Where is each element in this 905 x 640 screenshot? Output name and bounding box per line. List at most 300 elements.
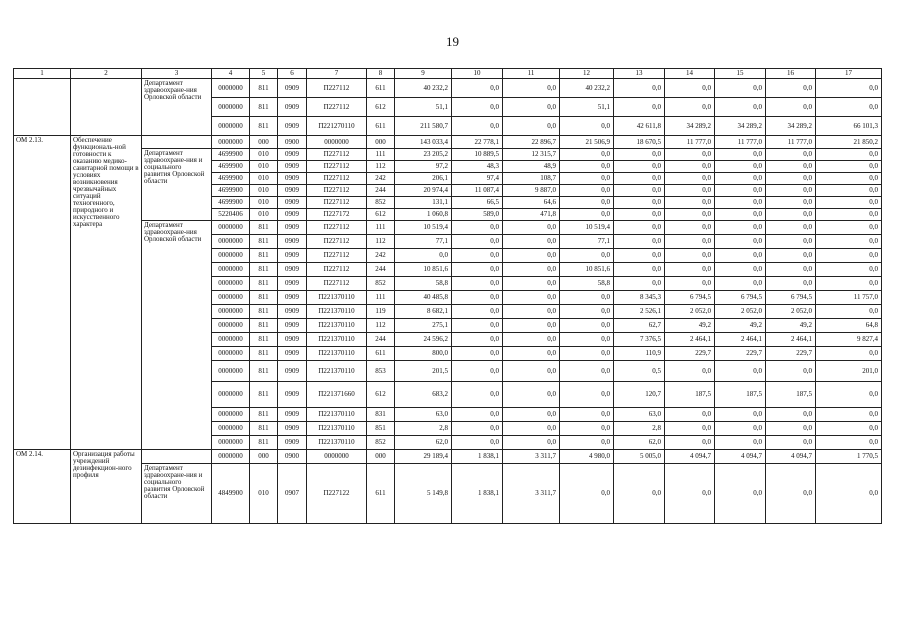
amount-cell: 22 778,1 xyxy=(452,136,503,149)
classification-code-cell: 4699900 xyxy=(212,161,250,173)
classification-code-cell: 242 xyxy=(367,173,395,185)
column-header: 8 xyxy=(367,69,395,79)
amount-cell: 0,0 xyxy=(503,79,560,98)
classification-code-cell: 111 xyxy=(367,221,395,235)
classification-code-cell: 0000000 xyxy=(307,450,367,464)
amount-cell: 0,0 xyxy=(665,464,715,524)
classification-code-cell: П221371660 xyxy=(307,382,367,408)
amount-cell: 0,0 xyxy=(816,79,882,98)
classification-code-cell: 112 xyxy=(367,319,395,333)
classification-code-cell: 0909 xyxy=(278,117,307,136)
column-header: 3 xyxy=(142,69,212,79)
amount-cell: 0,0 xyxy=(665,79,715,98)
amount-cell: 0,0 xyxy=(614,263,665,277)
amount-cell: 0,0 xyxy=(560,291,614,305)
amount-cell: 34 289,2 xyxy=(766,117,816,136)
classification-code-cell: 853 xyxy=(367,361,395,382)
amount-cell: 62,7 xyxy=(614,319,665,333)
amount-cell: 201,0 xyxy=(816,361,882,382)
budget-table xyxy=(13,68,882,524)
classification-code-cell: 811 xyxy=(250,305,278,319)
amount-cell: 40 232,2 xyxy=(395,79,452,98)
amount-cell: 0,0 xyxy=(766,98,816,117)
classification-code-cell: 244 xyxy=(367,333,395,347)
amount-cell: 120,7 xyxy=(614,382,665,408)
amount-cell: 2 052,0 xyxy=(665,305,715,319)
amount-cell: 0,0 xyxy=(766,361,816,382)
amount-cell: 1 060,8 xyxy=(395,209,452,221)
classification-code-cell: 0000000 xyxy=(212,382,250,408)
amount-cell: 0,0 xyxy=(614,277,665,291)
classification-code-cell: 0909 xyxy=(278,333,307,347)
amount-cell: 0,0 xyxy=(766,79,816,98)
amount-cell: 97,4 xyxy=(452,173,503,185)
amount-cell: 0,0 xyxy=(452,291,503,305)
amount-cell: 0,0 xyxy=(715,149,766,161)
amount-cell: 471,8 xyxy=(503,209,560,221)
responsible-dept-cell: Департамент здравоохране-ния и социального развития Орловской области xyxy=(142,149,212,221)
amount-cell: 0,0 xyxy=(614,235,665,249)
amount-cell: 11 757,0 xyxy=(816,291,882,305)
amount-cell: 229,7 xyxy=(715,347,766,361)
amount-cell: 0,0 xyxy=(560,436,614,450)
amount-cell: 0,0 xyxy=(715,464,766,524)
amount-cell: 0,0 xyxy=(452,333,503,347)
amount-cell: 0,0 xyxy=(560,149,614,161)
amount-cell: 10 889,5 xyxy=(452,149,503,161)
amount-cell: 0,0 xyxy=(665,161,715,173)
amount-cell: 0,0 xyxy=(766,464,816,524)
amount-cell: 0,0 xyxy=(503,235,560,249)
amount-cell: 9 827,4 xyxy=(816,333,882,347)
amount-cell: 2 464,1 xyxy=(665,333,715,347)
amount-cell: 0,0 xyxy=(560,249,614,263)
amount-cell: 0,0 xyxy=(503,422,560,436)
classification-code-cell: 0909 xyxy=(278,221,307,235)
amount-cell: 58,8 xyxy=(560,277,614,291)
amount-cell: 0,0 xyxy=(665,361,715,382)
classification-code-cell: 0909 xyxy=(278,98,307,117)
classification-code-cell: П221370110 xyxy=(307,408,367,422)
amount-cell: 0,0 xyxy=(665,197,715,209)
amount-cell: 0,0 xyxy=(816,408,882,422)
classification-code-cell: 852 xyxy=(367,197,395,209)
amount-cell: 0,0 xyxy=(665,235,715,249)
classification-code-cell: 0000000 xyxy=(307,136,367,149)
amount-cell: 8 682,1 xyxy=(395,305,452,319)
amount-cell: 0,0 xyxy=(560,382,614,408)
classification-code-cell: 612 xyxy=(367,382,395,408)
amount-cell: 0,0 xyxy=(560,209,614,221)
table-row xyxy=(14,450,882,464)
classification-code-cell: 111 xyxy=(367,149,395,161)
classification-code-cell: П221370110 xyxy=(307,291,367,305)
amount-cell: 0,0 xyxy=(715,408,766,422)
classification-code-cell: 119 xyxy=(367,305,395,319)
classification-code-cell: П221370110 xyxy=(307,347,367,361)
classification-code-cell: 811 xyxy=(250,79,278,98)
amount-cell: 0,0 xyxy=(766,408,816,422)
classification-code-cell: П227112 xyxy=(307,263,367,277)
amount-cell: 0,0 xyxy=(503,347,560,361)
classification-code-cell: 611 xyxy=(367,117,395,136)
amount-cell: 0,0 xyxy=(503,305,560,319)
classification-code-cell: 811 xyxy=(250,235,278,249)
column-header: 1 xyxy=(14,69,71,79)
amount-cell: 0,0 xyxy=(766,197,816,209)
classification-code-cell: 0000000 xyxy=(212,450,250,464)
classification-code-cell: 4849900 xyxy=(212,464,250,524)
amount-cell: 49,2 xyxy=(665,319,715,333)
event-code-cell: ОМ 2.14. xyxy=(14,450,71,524)
classification-code-cell: 0000000 xyxy=(212,319,250,333)
classification-code-cell: 811 xyxy=(250,117,278,136)
classification-code-cell: 0909 xyxy=(278,408,307,422)
amount-cell: 0,0 xyxy=(614,209,665,221)
amount-cell: 0,0 xyxy=(715,173,766,185)
amount-cell: 0,0 xyxy=(715,436,766,450)
responsible-dept-cell: Департамент здравоохране-ния и социального развития Орловской области xyxy=(142,464,212,524)
amount-cell: 0,0 xyxy=(614,185,665,197)
classification-code-cell: 242 xyxy=(367,249,395,263)
classification-code-cell: 0000000 xyxy=(212,333,250,347)
classification-code-cell: 811 xyxy=(250,422,278,436)
amount-cell: 0,0 xyxy=(766,277,816,291)
table-row xyxy=(14,149,882,161)
amount-cell: 0,0 xyxy=(452,408,503,422)
amount-cell: 0,0 xyxy=(503,361,560,382)
amount-cell: 0,0 xyxy=(665,209,715,221)
classification-code-cell: 811 xyxy=(250,436,278,450)
classification-code-cell: 0909 xyxy=(278,263,307,277)
classification-code-cell: 244 xyxy=(367,263,395,277)
amount-cell: 0,0 xyxy=(816,436,882,450)
amount-cell: 2 526,1 xyxy=(614,305,665,319)
amount-cell: 0,0 xyxy=(560,408,614,422)
amount-cell: 1 838,1 xyxy=(452,450,503,464)
amount-cell: 131,1 xyxy=(395,197,452,209)
amount-cell: 10 519,4 xyxy=(560,221,614,235)
amount-cell: 0,0 xyxy=(816,382,882,408)
classification-code-cell: П221370110 xyxy=(307,436,367,450)
classification-code-cell: 0900 xyxy=(278,136,307,149)
amount-cell: 0,0 xyxy=(766,209,816,221)
amount-cell: 0,0 xyxy=(560,333,614,347)
amount-cell: 12 315,7 xyxy=(503,149,560,161)
amount-cell: 0,0 xyxy=(665,277,715,291)
amount-cell: 187,5 xyxy=(766,382,816,408)
classification-code-cell: 811 xyxy=(250,277,278,291)
event-code-cell: ОМ 2.13. xyxy=(14,136,71,450)
classification-code-cell: 811 xyxy=(250,98,278,117)
amount-cell: 0,0 xyxy=(766,235,816,249)
classification-code-cell: 851 xyxy=(367,422,395,436)
amount-cell: 0,0 xyxy=(560,319,614,333)
amount-cell: 0,0 xyxy=(816,173,882,185)
amount-cell: 48,3 xyxy=(452,161,503,173)
amount-cell: 0,0 xyxy=(665,249,715,263)
amount-cell: 0,0 xyxy=(452,277,503,291)
classification-code-cell: 0909 xyxy=(278,347,307,361)
classification-code-cell: 0909 xyxy=(278,161,307,173)
table-row xyxy=(14,136,882,149)
classification-code-cell: 612 xyxy=(367,98,395,117)
amount-cell: 0,0 xyxy=(452,382,503,408)
classification-code-cell: 000 xyxy=(250,450,278,464)
classification-code-cell: 010 xyxy=(250,197,278,209)
classification-code-cell: 811 xyxy=(250,249,278,263)
column-header: 16 xyxy=(766,69,816,79)
classification-code-cell: 0000000 xyxy=(212,361,250,382)
amount-cell: 0,0 xyxy=(560,305,614,319)
amount-cell: 0,0 xyxy=(614,161,665,173)
amount-cell: 11 777,0 xyxy=(766,136,816,149)
classification-code-cell: П221370110 xyxy=(307,361,367,382)
amount-cell: 0,0 xyxy=(816,161,882,173)
amount-cell: 64,8 xyxy=(816,319,882,333)
amount-cell: 0,0 xyxy=(816,305,882,319)
classification-code-cell: 611 xyxy=(367,79,395,98)
classification-code-cell: 010 xyxy=(250,149,278,161)
amount-cell: 22 896,7 xyxy=(503,136,560,149)
amount-cell: 589,0 xyxy=(452,209,503,221)
amount-cell: 10 851,6 xyxy=(395,263,452,277)
amount-cell: 0,0 xyxy=(452,361,503,382)
amount-cell: 0,0 xyxy=(503,333,560,347)
amount-cell: 0,0 xyxy=(665,436,715,450)
amount-cell: 2,8 xyxy=(614,422,665,436)
amount-cell: 0,0 xyxy=(766,249,816,263)
amount-cell: 0,0 xyxy=(816,347,882,361)
event-name-cell xyxy=(71,79,142,136)
classification-code-cell: 0909 xyxy=(278,249,307,263)
classification-code-cell: 0000000 xyxy=(212,221,250,235)
amount-cell: 0,0 xyxy=(503,263,560,277)
classification-code-cell: 0909 xyxy=(278,185,307,197)
classification-code-cell: 0909 xyxy=(278,382,307,408)
column-header: 13 xyxy=(614,69,665,79)
amount-cell: 11 777,0 xyxy=(715,136,766,149)
column-header: 11 xyxy=(503,69,560,79)
amount-cell: 0,0 xyxy=(452,235,503,249)
amount-cell: 0,0 xyxy=(503,319,560,333)
amount-cell: 0,0 xyxy=(816,263,882,277)
amount-cell: 0,0 xyxy=(665,221,715,235)
column-header: 5 xyxy=(250,69,278,79)
amount-cell: 0,0 xyxy=(715,249,766,263)
amount-cell: 2 052,0 xyxy=(715,305,766,319)
classification-code-cell: П227112 xyxy=(307,161,367,173)
amount-cell: 77,1 xyxy=(395,235,452,249)
column-header: 2 xyxy=(71,69,142,79)
amount-cell: 51,1 xyxy=(395,98,452,117)
amount-cell: 0,0 xyxy=(766,185,816,197)
amount-cell: 0,0 xyxy=(715,361,766,382)
amount-cell: 40 232,2 xyxy=(560,79,614,98)
classification-code-cell: П221370110 xyxy=(307,305,367,319)
amount-cell: 48,9 xyxy=(503,161,560,173)
amount-cell: 0,0 xyxy=(452,436,503,450)
classification-code-cell: П227112 xyxy=(307,277,367,291)
amount-cell: 206,1 xyxy=(395,173,452,185)
classification-code-cell: 0909 xyxy=(278,235,307,249)
amount-cell: 683,2 xyxy=(395,382,452,408)
amount-cell: 63,0 xyxy=(614,408,665,422)
classification-code-cell: 000 xyxy=(367,450,395,464)
amount-cell: 0,0 xyxy=(766,263,816,277)
column-header: 12 xyxy=(560,69,614,79)
classification-code-cell: 0000000 xyxy=(212,79,250,98)
amount-cell: 9 887,0 xyxy=(503,185,560,197)
classification-code-cell: 000 xyxy=(250,136,278,149)
amount-cell: 0,0 xyxy=(665,263,715,277)
amount-cell: 110,9 xyxy=(614,347,665,361)
amount-cell: 40 485,8 xyxy=(395,291,452,305)
classification-code-cell: П227112 xyxy=(307,98,367,117)
classification-code-cell: 0000000 xyxy=(212,249,250,263)
amount-cell: 201,5 xyxy=(395,361,452,382)
amount-cell: 4 094,7 xyxy=(766,450,816,464)
classification-code-cell: 4699900 xyxy=(212,173,250,185)
classification-code-cell: 0000000 xyxy=(212,408,250,422)
amount-cell: 24 596,2 xyxy=(395,333,452,347)
responsible-dept-cell xyxy=(142,136,212,149)
amount-cell: 0,0 xyxy=(715,79,766,98)
amount-cell: 0,0 xyxy=(560,185,614,197)
event-name-cell: Организация работы учреждений дезинфекцион-ного профиля xyxy=(71,450,142,524)
amount-cell: 0,0 xyxy=(816,235,882,249)
amount-cell: 0,0 xyxy=(452,117,503,136)
amount-cell: 0,0 xyxy=(614,249,665,263)
amount-cell: 0,0 xyxy=(715,235,766,249)
classification-code-cell: 0909 xyxy=(278,361,307,382)
amount-cell: 0,5 xyxy=(614,361,665,382)
classification-code-cell: П227112 xyxy=(307,173,367,185)
amount-cell: 20 974,4 xyxy=(395,185,452,197)
amount-cell: 58,8 xyxy=(395,277,452,291)
classification-code-cell: 010 xyxy=(250,185,278,197)
classification-code-cell: 4699900 xyxy=(212,149,250,161)
classification-code-cell: 0000000 xyxy=(212,291,250,305)
amount-cell: 0,0 xyxy=(665,149,715,161)
amount-cell: 0,0 xyxy=(766,436,816,450)
amount-cell: 0,0 xyxy=(614,221,665,235)
amount-cell: 0,0 xyxy=(503,98,560,117)
classification-code-cell: 010 xyxy=(250,161,278,173)
amount-cell: 2 052,0 xyxy=(766,305,816,319)
amount-cell: 1 838,1 xyxy=(452,464,503,524)
event-name-cell: Обеспечение функциональ-ной готовности к оказанию медико-санитарной помощи в условиях возникновения чрезвычайных ситуаций техногенного, природного и искусственного характера xyxy=(71,136,142,450)
classification-code-cell: 112 xyxy=(367,235,395,249)
classification-code-cell: 0909 xyxy=(278,422,307,436)
header-row xyxy=(14,69,882,79)
classification-code-cell: 0909 xyxy=(278,209,307,221)
amount-cell: 6 794,5 xyxy=(766,291,816,305)
classification-code-cell: 010 xyxy=(250,173,278,185)
amount-cell: 0,0 xyxy=(560,464,614,524)
classification-code-cell: 5220406 xyxy=(212,209,250,221)
amount-cell: 0,0 xyxy=(560,161,614,173)
classification-code-cell: 0909 xyxy=(278,79,307,98)
column-header: 7 xyxy=(307,69,367,79)
amount-cell: 0,0 xyxy=(816,185,882,197)
amount-cell: 7 376,5 xyxy=(614,333,665,347)
amount-cell: 0,0 xyxy=(816,98,882,117)
amount-cell: 229,7 xyxy=(766,347,816,361)
amount-cell: 29 189,4 xyxy=(395,450,452,464)
amount-cell: 0,0 xyxy=(816,221,882,235)
amount-cell: 0,0 xyxy=(560,197,614,209)
amount-cell: 49,2 xyxy=(715,319,766,333)
amount-cell: 2 464,1 xyxy=(766,333,816,347)
page-number: 19 xyxy=(446,34,459,49)
responsible-dept-cell: Департамент здравоохране-ния Орловской области xyxy=(142,221,212,450)
classification-code-cell: П227172 xyxy=(307,209,367,221)
amount-cell: 143 033,4 xyxy=(395,136,452,149)
amount-cell: 97,2 xyxy=(395,161,452,173)
classification-code-cell: 0000000 xyxy=(212,277,250,291)
amount-cell: 187,5 xyxy=(715,382,766,408)
amount-cell: 0,0 xyxy=(816,209,882,221)
classification-code-cell: 811 xyxy=(250,263,278,277)
column-header: 6 xyxy=(278,69,307,79)
amount-cell: 4 094,7 xyxy=(715,450,766,464)
column-header: 10 xyxy=(452,69,503,79)
amount-cell: 229,7 xyxy=(665,347,715,361)
amount-cell: 0,0 xyxy=(715,197,766,209)
amount-cell: 18 670,5 xyxy=(614,136,665,149)
amount-cell: 10 851,6 xyxy=(560,263,614,277)
amount-cell: 49,2 xyxy=(766,319,816,333)
amount-cell: 2,8 xyxy=(395,422,452,436)
amount-cell: 187,5 xyxy=(665,382,715,408)
amount-cell: 0,0 xyxy=(560,361,614,382)
responsible-dept-cell xyxy=(142,450,212,464)
amount-cell: 0,0 xyxy=(614,197,665,209)
classification-code-cell: 0909 xyxy=(278,277,307,291)
amount-cell: 1 770,5 xyxy=(816,450,882,464)
amount-cell: 0,0 xyxy=(665,185,715,197)
classification-code-cell: П221270110 xyxy=(307,117,367,136)
amount-cell: 0,0 xyxy=(452,422,503,436)
classification-code-cell: 0909 xyxy=(278,149,307,161)
amount-cell: 0,0 xyxy=(766,221,816,235)
classification-code-cell: 811 xyxy=(250,221,278,235)
classification-code-cell: 611 xyxy=(367,347,395,361)
amount-cell: 5 149,8 xyxy=(395,464,452,524)
amount-cell: 0,0 xyxy=(503,382,560,408)
amount-cell: 211 580,7 xyxy=(395,117,452,136)
classification-code-cell: 811 xyxy=(250,291,278,305)
classification-code-cell: 811 xyxy=(250,382,278,408)
amount-cell: 0,0 xyxy=(715,185,766,197)
amount-cell: 0,0 xyxy=(503,291,560,305)
amount-cell: 0,0 xyxy=(816,197,882,209)
amount-cell: 6 794,5 xyxy=(665,291,715,305)
table-row xyxy=(14,221,882,235)
amount-cell: 0,0 xyxy=(452,319,503,333)
column-header: 4 xyxy=(212,69,250,79)
amount-cell: 11 777,0 xyxy=(665,136,715,149)
classification-code-cell: П221370110 xyxy=(307,333,367,347)
amount-cell: 0,0 xyxy=(766,422,816,436)
amount-cell: 63,0 xyxy=(395,408,452,422)
classification-code-cell: 0909 xyxy=(278,173,307,185)
amount-cell: 51,1 xyxy=(560,98,614,117)
amount-cell: 10 519,4 xyxy=(395,221,452,235)
amount-cell: 0,0 xyxy=(452,305,503,319)
amount-cell: 275,1 xyxy=(395,319,452,333)
